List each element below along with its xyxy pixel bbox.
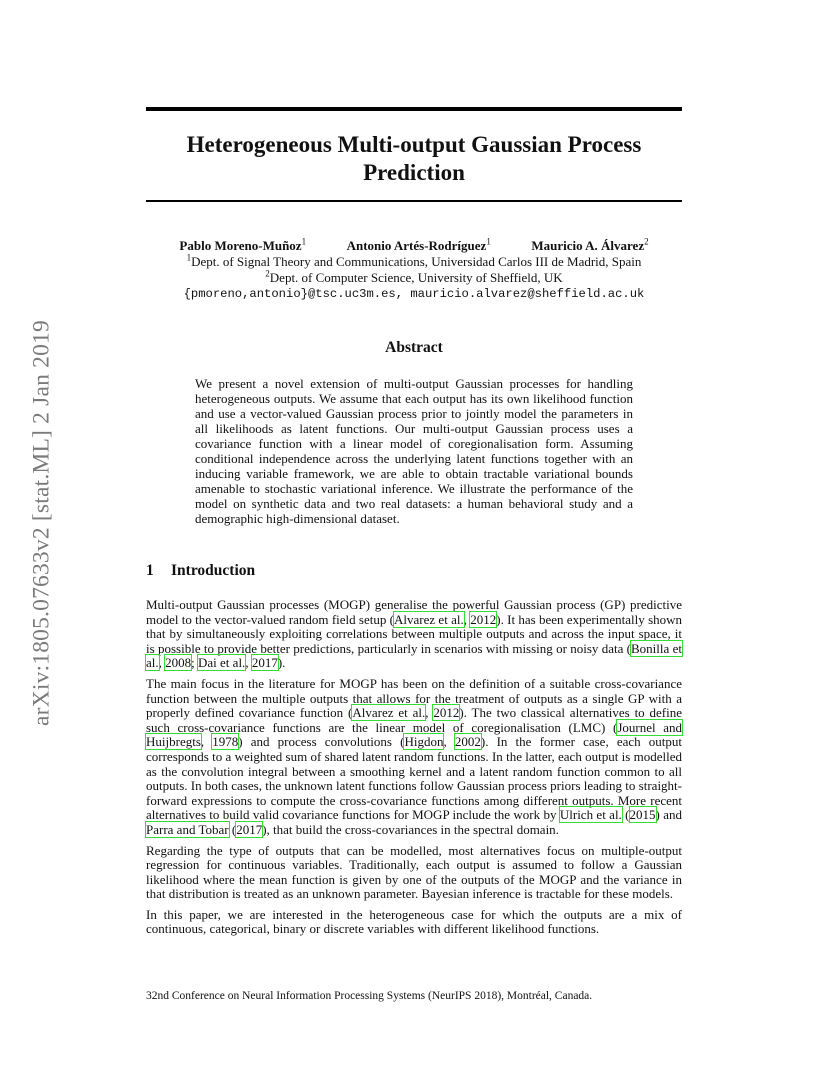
title-bottom-rule	[146, 200, 682, 202]
author-name: Mauricio A. Álvarez	[531, 238, 645, 253]
citation-link[interactable]: Higdon	[404, 734, 444, 750]
citation-link[interactable]: 2008	[165, 655, 192, 671]
citation-link[interactable]: 2017	[251, 655, 278, 671]
paragraph: Regarding the type of outputs that can be modelled, most alternatives focus on multiple-output regression for continuous variables. Traditionally, each output is assumed to follow a Gaussian likelihood where the mean function is given by one of the outputs of the MOGP and the variance in that distribution is treated as an unknown parameter. Bayesian inference is tractable for these models.	[146, 842, 682, 902]
introduction-body	[146, 598, 682, 943]
paragraph: The main focus in the literature for MOGP has been on the definition of a suitable cross-covariance function between the multiple outputs that allows for the treatment of outputs as a single GP with a properly defined covariance function (Alvarez et al., 2012). The two classical alternatives to define such cross-covariance functions are the linear model of coregionalisation (LMC) (Journel and Huijbregts, 1978) and process convolutions (Higdon, 2002). In the former case, each output corresponds to a weighted sum of shared latent random functions. In the latter, each output is modelled as the convolution integral between a smoothing kernel and a latent random function common to all outputs. In both cases, the unknown latent functions follow Gaussian process priors leading to straight-forward expressions to compute the cross-covariance functions among different outputs. More recent alternatives to build valid covariance functions for MOGP include the work by Ulrich et al. (2015) and Parra and Tobar (2017), that build the cross-covariances in the spectral domain.	[146, 675, 683, 837]
citation-link[interactable]: Bonilla et al.	[146, 640, 682, 671]
section-number: 1	[146, 562, 154, 579]
title-top-rule	[146, 107, 682, 111]
citation-link[interactable]: Alvarez et al.	[352, 705, 426, 721]
affiliation-mark: 1	[486, 236, 491, 247]
citation-link[interactable]: Parra and Tobar	[146, 821, 229, 837]
citation-link[interactable]: 1978	[212, 734, 239, 750]
paragraph: Multi-output Gaussian processes (MOGP) generalise the powerful Gaussian process (GP) predictive model to the vector-valued random field setup (Alvarez et al., 2012). It has been experimentally shown that by simultaneously exploiting correlations between multiple outputs and across the input space, it is possible to provide better predictions, particularly in scenarios with missing or noisy data (Bonilla et al., 2008; Dai et al., 2017).	[146, 597, 683, 671]
arxiv-side-stamp	[22, 293, 62, 753]
paragraph: In this paper, we are interested in the heterogeneous case for which the outputs are a mix of continuous, categorical, binary or discrete variables with different likelihood functions.	[146, 906, 682, 937]
author-block	[146, 238, 682, 302]
author-names	[146, 238, 682, 254]
citation-link[interactable]: 2012	[433, 705, 460, 721]
affiliation-mark: 1	[301, 236, 307, 247]
citation-link[interactable]: Dai et al.	[198, 655, 246, 671]
title-line-1: Heterogeneous Multi-output Gaussian Process	[186, 132, 642, 157]
affiliation	[146, 254, 682, 270]
citation-link[interactable]: Ulrich et al.	[559, 807, 622, 823]
conference-footnote: 32nd Conference on Neural Information Processing Systems (NeurIPS 2018), Montréal, Canada.	[146, 990, 593, 1002]
affiliation-text: Dept. of Computer Science, University of Sheffield, UK	[269, 270, 563, 285]
citation-link[interactable]: Journel and Huijbregts	[146, 719, 682, 750]
citation-link[interactable]: Alvarez et al.	[394, 611, 464, 627]
citation-link[interactable]: 2002	[454, 734, 481, 750]
section-title: Introduction	[171, 562, 256, 579]
affiliation-mark: 2	[265, 268, 270, 279]
affiliation-mark: 1	[186, 252, 192, 263]
citation-link[interactable]: 2015	[629, 807, 656, 823]
citation-link[interactable]: 2012	[470, 611, 497, 627]
author-emails: {pmoreno,antonio}@tsc.uc3m.es, mauricio.alvarez@sheffield.ac.uk	[183, 287, 645, 301]
section-heading	[146, 562, 255, 580]
author-name: Pablo Moreno-Muñoz	[179, 238, 302, 253]
affiliation-mark: 2	[644, 236, 649, 247]
abstract-text: We present a novel extension of multi-output Gaussian processes for handling heterogeneous outputs. We assume that each output has its own likelihood function and use a vector-valued Gaussian process prior to jointly model the parameters in all likelihoods as latent functions. Our multi-output Gaussian process uses a covariance function with a linear model of coregionalisation form. Assuming conditional independence across the underlying latent functions together with an inducing variable framework, we are able to obtain tractable variational bounds amenable to stochastic variational inference. We illustrate the performance of the model on synthetic data and two real datasets: a human behavioral study and a demographic high-dimensional dataset.	[195, 376, 633, 526]
affiliation	[146, 270, 682, 286]
citation-link[interactable]: 2017	[236, 821, 263, 837]
paper-title	[146, 131, 682, 187]
arxiv-identifier: arXiv:1805.07633v2 [stat.ML] 2 Jan 2019	[28, 320, 55, 726]
abstract-heading: Abstract	[385, 339, 443, 356]
affiliation-text: Dept. of Signal Theory and Communications, Universidad Carlos III de Madrid, Spain	[191, 254, 642, 269]
author-name: Antonio Artés-Rodríguez	[346, 238, 487, 253]
title-line-2: Prediction	[363, 160, 465, 185]
